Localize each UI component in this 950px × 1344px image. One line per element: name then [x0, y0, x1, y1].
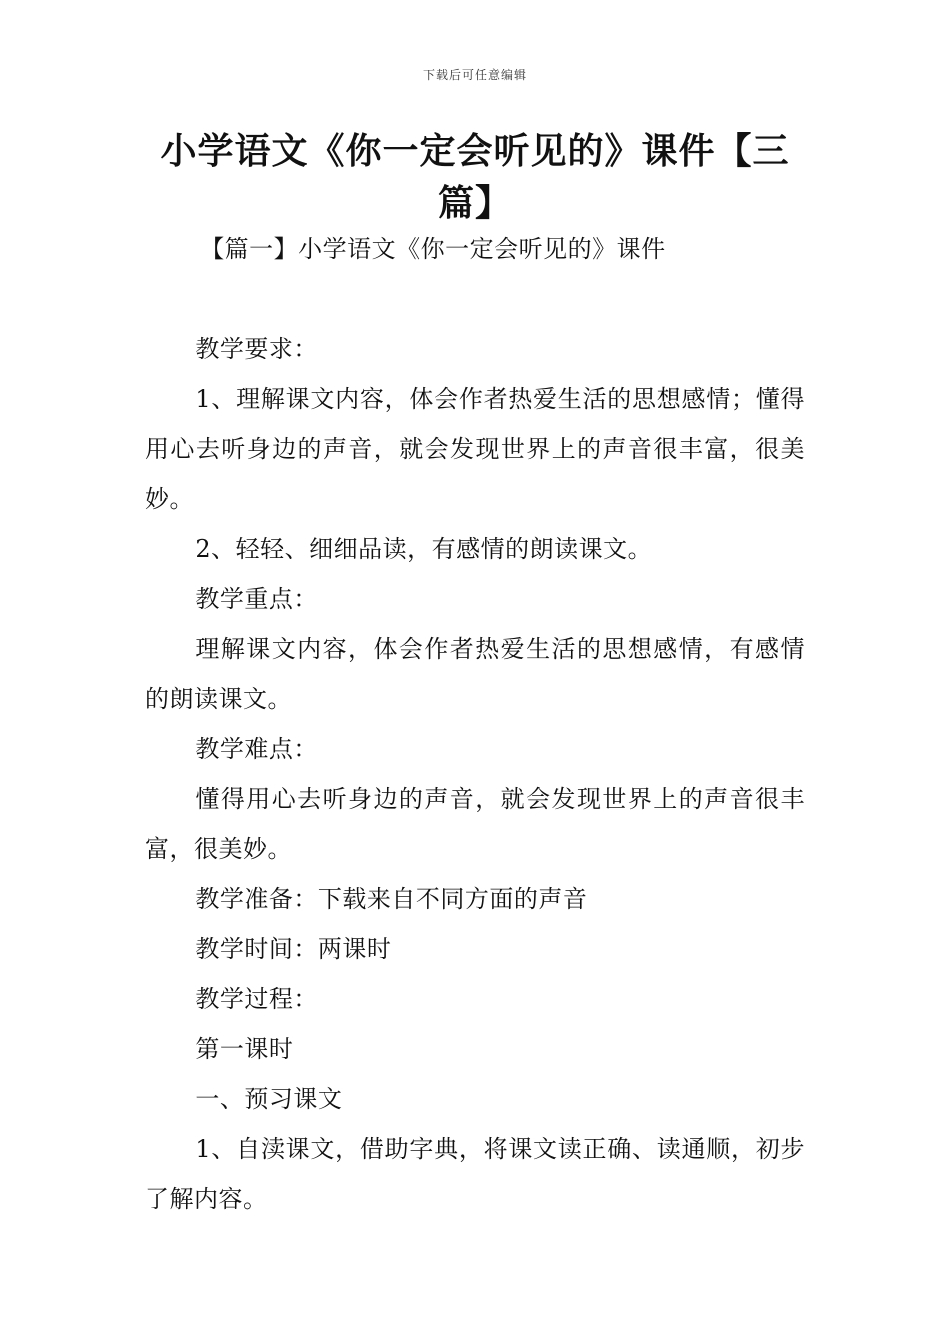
paragraph: 2、轻轻、细细品读，有感情的朗读课文。: [195, 535, 653, 563]
paragraph: 理解课文内容，体会作者热爱生活的思想感情，有感情的朗读课文。: [145, 635, 805, 713]
paragraph: 1、自渎课文，借助字典，将课文读正确、读通顺，初步了解内容。: [145, 1135, 805, 1213]
paragraph: 教学重点：: [195, 585, 318, 613]
paragraph: 教学过程：: [195, 985, 318, 1013]
paragraph: 教学要求：: [195, 335, 318, 363]
paragraph: 教学时间：两课时: [195, 935, 392, 963]
header-note: 下载后可任意编辑: [422, 68, 527, 82]
paragraph: 第一课时: [195, 1035, 294, 1063]
document-body: [145, 224, 805, 1224]
paragraph: 懂得用心去听身边的声音，就会发现世界上的声音很丰富，很美妙。: [145, 785, 805, 863]
paragraph: 教学准备：下载来自不同方面的声音: [195, 885, 588, 913]
paragraph: 教学难点：: [195, 735, 318, 763]
document-title: 小学语文《你一定会听见的》课件【三篇】: [160, 131, 790, 224]
paragraph: 1、理解课文内容，体会作者热爱生活的思想感情；懂得用心去听身边的声音，就会发现世界上的声音很丰富，很美妙。: [145, 385, 805, 513]
section-subtitle: 【篇一】小学语文《你一定会听见的》课件: [200, 235, 666, 263]
paragraph: 一、预习课文: [195, 1085, 343, 1113]
